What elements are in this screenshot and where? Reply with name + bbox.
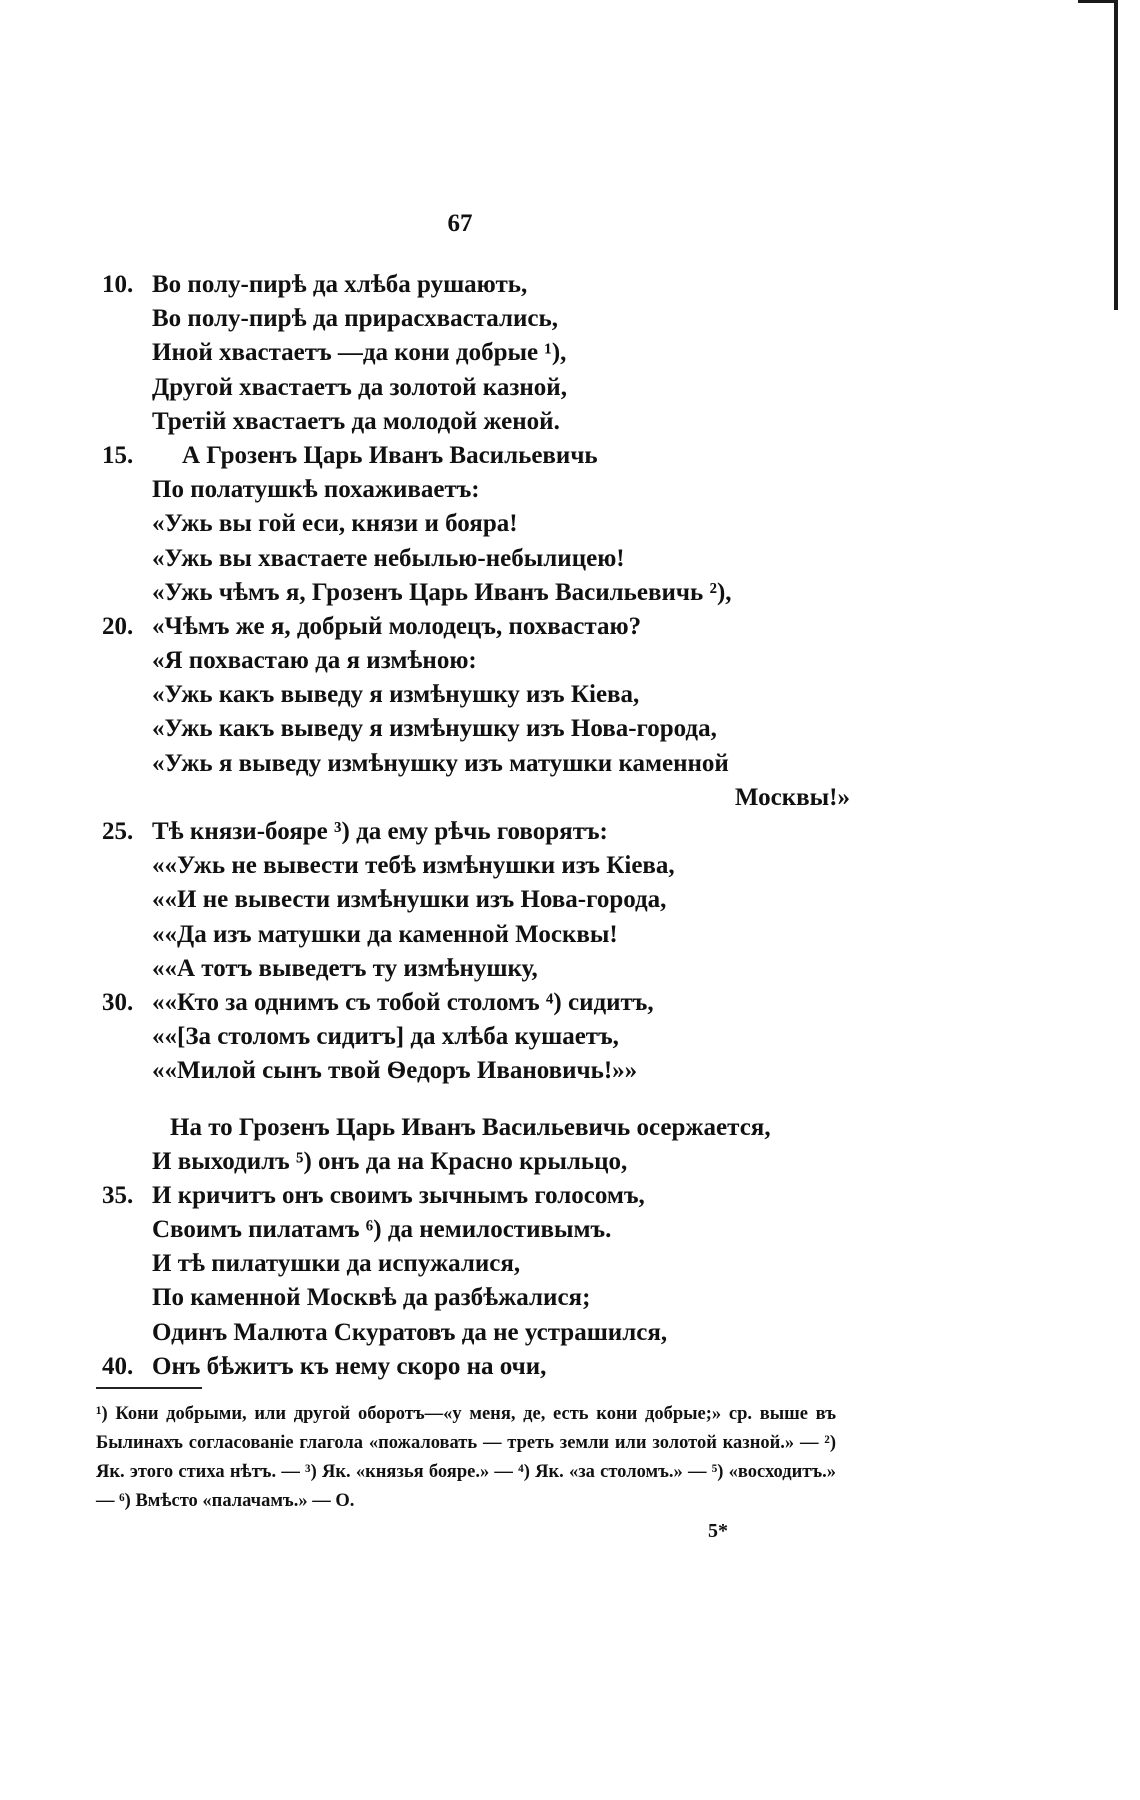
- poem-line: [0, 1281, 1140, 1315]
- poem-line: [0, 1145, 1140, 1179]
- line-text: Другой хвастаетъ да золотой казной,: [152, 373, 567, 401]
- line-number: 10.: [102, 271, 134, 298]
- scan-edge-top: [1078, 0, 1118, 3]
- line-text: На то Грозенъ Царь Иванъ Васильевичь осержается,: [170, 1113, 771, 1141]
- poem-line: [0, 507, 1140, 541]
- poem-line: [0, 1111, 1140, 1145]
- line-text: Иной хвастаетъ —да кони добрые ¹),: [152, 339, 567, 367]
- page-number: 67: [447, 210, 473, 237]
- line-text: «Чѣмъ же я, добрый молодецъ, похвастаю?: [152, 612, 642, 640]
- footnote-rule: [96, 1387, 202, 1389]
- line-text: Своимъ пилатамъ ⁶) да немилостивымъ.: [152, 1216, 612, 1244]
- line-text: ««[За столомъ сидитъ] да хлѣба кушаетъ,: [152, 1023, 619, 1051]
- poem-line: [0, 576, 1140, 610]
- poem-line: [0, 644, 1140, 678]
- line-text: Москвы!»: [734, 783, 850, 811]
- poem-line: [0, 1054, 1140, 1088]
- line-text: Тѣ князи-бояре ³) да ему рѣчь говорятъ:: [152, 818, 608, 845]
- line-text: «Ужь чѣмъ я, Грозенъ Царь Иванъ Васильевичь ²),: [152, 578, 732, 606]
- line-number: 15.: [102, 441, 134, 469]
- poem-line: [0, 1316, 1140, 1350]
- line-text: Третій хвастаетъ да молодой женой.: [152, 407, 560, 435]
- line-text: ««А тотъ выведетъ ту измѣнушку,: [152, 954, 538, 982]
- poem-line: [0, 473, 1140, 507]
- printer-signature: 5*: [708, 1520, 728, 1542]
- line-text: По каменной Москвѣ да разбѣжалися;: [152, 1284, 591, 1312]
- line-text: ««Да изъ матушки да каменной Москвы!: [152, 920, 618, 948]
- line-text: «Ужь вы гой еси, князи и бояра!: [152, 510, 518, 538]
- line-text: Во полу-пирѣ да прирасхвастались,: [152, 305, 558, 333]
- line-number: 30.: [102, 988, 134, 1016]
- line-number: 35.: [102, 1181, 134, 1209]
- poem-line: [0, 336, 1140, 370]
- poem-line: [0, 1213, 1140, 1247]
- footnotes-text: ¹) Кони добрыми, или другой оборотъ—«у меня, де, есть кони добрые;» ср. выше въ Былинахъ согласованіе глагола «пожаловать — треть земли или золотой казной.» — ²) Як. этого стиха нѣтъ. — ³) Як. «князья бояре.» — ⁴) Як. «за столомъ.» — ⁵) «восходитъ.» — ⁶) Вмѣсто «палачамъ.» — О.: [96, 1404, 836, 1511]
- line-text: Во полу-пирѣ да хлѣба рушають,: [152, 271, 528, 298]
- line-number: 40.: [102, 1352, 134, 1380]
- poem-line: [0, 747, 1140, 781]
- line-text: «Ужь я выведу измѣнушку изъ матушки каменной: [152, 749, 729, 777]
- line-text: «Я похвастаю да я измѣною:: [152, 647, 477, 675]
- line-text: И кричитъ онъ своимъ зычнымъ голосомъ,: [152, 1181, 645, 1209]
- poem-line: [0, 1350, 1140, 1384]
- line-text: Онъ бѣжитъ къ нему скоро на очи,: [152, 1352, 547, 1380]
- line-text: Одинъ Малюта Скуратовъ да не устрашился,: [152, 1318, 668, 1346]
- line-text: «Ужь вы хвастаете небылью-небылицею!: [152, 544, 625, 572]
- line-text: А Грозенъ Царь Иванъ Васильевичь: [182, 441, 598, 469]
- line-text: И тѣ пилатушки да испужалися,: [152, 1250, 521, 1278]
- line-text: По полатушкѣ похаживаетъ:: [152, 476, 480, 504]
- line-text: «Ужь какъ выведу я измѣнушку изъ Нова-города,: [152, 715, 717, 743]
- poem-line: [0, 952, 1140, 986]
- poem-line: [0, 849, 1140, 883]
- scan-edge: [1114, 0, 1118, 310]
- line-text: ««И не вывести измѣнушки изъ Нова-города,: [152, 886, 667, 914]
- line-text: ««Милой сынъ твой Ѳедоръ Ивановичь!»»: [152, 1057, 638, 1085]
- line-number: 25.: [102, 818, 134, 845]
- line-number: 20.: [102, 612, 134, 640]
- poem-line: [0, 302, 1140, 336]
- poem-line: [0, 1020, 1140, 1054]
- poem-line: [0, 542, 1140, 576]
- poem-line: [0, 712, 1140, 746]
- poem-line: [0, 610, 1140, 644]
- poem-line: [0, 439, 1140, 473]
- line-text: «Ужь какъ выведу я измѣнушку изъ Кіева,: [152, 681, 640, 709]
- poem: [0, 268, 1140, 1384]
- line-text: ««Кто за однимъ съ тобой столомъ ⁴) сидитъ,: [152, 988, 654, 1016]
- line-text: И выходилъ ⁵) онъ да на Красно крыльцо,: [152, 1147, 628, 1175]
- footnotes: [96, 1400, 836, 1516]
- poem-line: [0, 918, 1140, 952]
- poem-line: [0, 371, 1140, 405]
- poem-line: [0, 986, 1140, 1020]
- poem-line: [0, 1247, 1140, 1281]
- poem-line: [0, 268, 1140, 302]
- poem-line: [0, 883, 1140, 917]
- poem-line: [0, 678, 1140, 712]
- stanza-gap: [0, 1089, 1140, 1111]
- line-text: ««Ужь не вывести тебѣ измѣнушки изъ Кіева,: [152, 852, 675, 880]
- poem-line-continuation: [0, 781, 1140, 815]
- poem-line: [0, 405, 1140, 439]
- poem-line: [0, 1179, 1140, 1213]
- poem-line: [0, 815, 1140, 849]
